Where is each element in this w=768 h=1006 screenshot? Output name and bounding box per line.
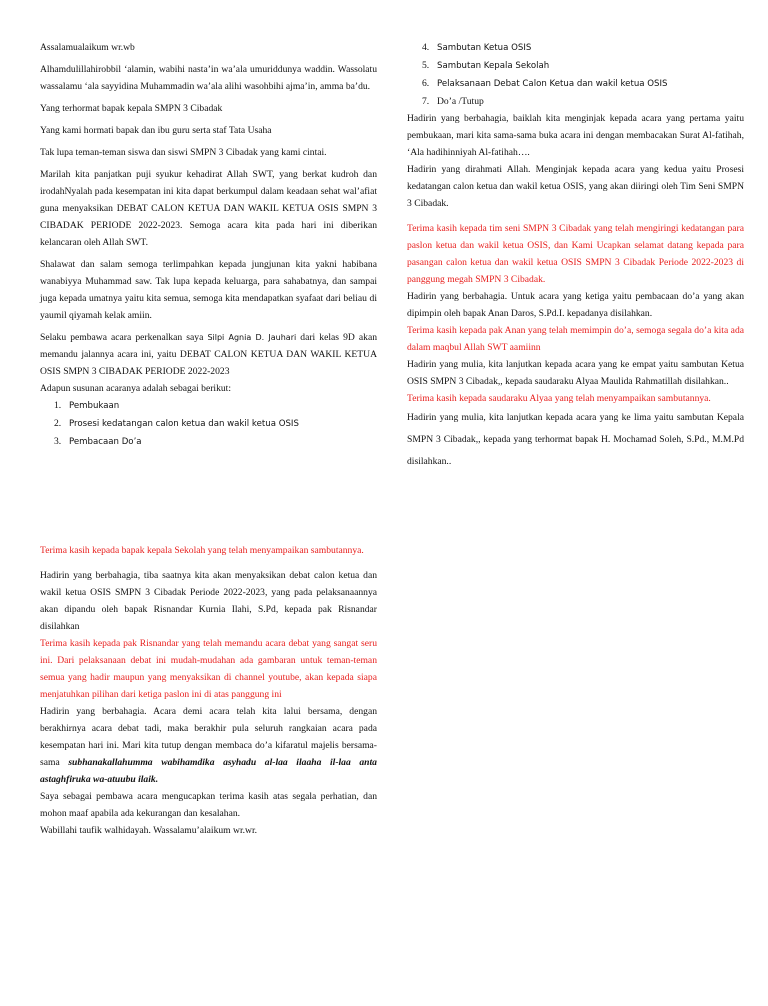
- introduction-paragraph: Selaku pembawa acara perkenalkan saya Silpi Agnia D. Jauhari dari kelas 9D akan memandu jalannya acara ini, yaitu DEBAT CALON KETUA DAN WAKIL KETUA OSIS SMPN 3 CIBADAK PERIODE 2022-2023: [40, 332, 378, 377]
- greeting: Assalamualaikum wr.wb: [40, 42, 135, 53]
- list-item: 1. Pembukaan: [54, 400, 120, 411]
- thanks-moderator: Terima kasih kepada pak Risnandar yang telah memandu acara debat yang sangat seru ini. Dari pelaksanaan debat ini mudah-mudahan ada gambaran untuk teman-teman semua yang hadir maupun yang menyaksikan di channel youtube, akan kepada siapa menjatuhkan pilihan dari ketiga paslon ini di atas panggung ini: [40, 638, 377, 700]
- prayer-paragraph: Hadirin yang berbahagia. Untuk acara yang ketiga yaitu pembacaan do’a yang akan dipimpin oleh bapak Anan Daros, S.Pd.I. kepadanya disilahkan.: [407, 291, 744, 319]
- debate-paragraph: Hadirin yang berbahagia, tiba saatnya kita akan menyaksikan debat calon ketua dan wakil ketua OSIS SMPN 3 Cibadak Periode 2022-2023, yang pada pelaksanaannya akan dipandu oleh bapak Risnandar Kurnia Ilahi, S.Pd, kepada pak Risnandar disilahkan: [40, 570, 377, 632]
- procession-paragraph: Hadirin yang dirahmati Allah. Menginjak kepada acara yang kedua yaitu Prosesi kedatangan calon ketua dan wakil ketua OSIS, yang akan diiringi oleh Tim Seni SMPN 3 Cibadak.: [407, 164, 744, 209]
- gratitude-paragraph: Marilah kita panjatkan puji syukur kehadirat Allah SWT, yang berkat kudroh dan irodahNyalah pada kesempatan ini kita dapat berkumpul dalam keadaan sehat wal’afiat guna menyaksikan DEBAT CALON KETUA DAN WAKIL KETUA OSIS SMPN 3 CIBADAK PERIODE 2022-2023. Semoga acara kita pada hari ini diberikan kelancaran oleh Allah SWT.: [40, 169, 377, 248]
- closing-prayer: subhanakallahumma wabihamdika asyhadu al-laa ilaaha il-laa anta astaghfiruka wa-atuubu ilaik.: [40, 757, 377, 785]
- left-column-top: [40, 39, 377, 451]
- list-item: 5. Sambutan Kepala Sekolah: [422, 60, 550, 71]
- apology-paragraph: Saya sebagai pembawa acara mengucapkan terima kasih atas segala perhatian, dan mohon maaf apabila ada kekurangan dan kesalahan.: [40, 791, 377, 819]
- agenda-list-part1: [40, 397, 377, 451]
- host-name: Silpi Agnia D. Jauhari: [207, 333, 297, 342]
- list-item: 7. Do’a /Tutup: [422, 96, 484, 107]
- list-item: 2. Prosesi kedatangan calon ketua dan wakil ketua OSIS: [54, 418, 299, 429]
- opening-paragraph: Alhamdulillahirobbil ‘alamin, wabihi nasta’in wa’ala umuriddunya waddin. Wassolatu wassalamu ‘ala sayyidina Muhammadin wa’ala alihi wasohbihi ajma’in, amma ba’du.: [40, 64, 377, 92]
- thanks-osis-speech: Terima kasih kepada saudaraku Alyaa yang telah menyampaikan sambutannya.: [407, 393, 711, 404]
- respect-students: Tak lupa teman-teman siswa dan siswi SMPN 3 Cibadak yang kami cintai.: [40, 147, 327, 158]
- list-item: 3. Pembacaan Do’a: [54, 436, 142, 447]
- osis-speech-paragraph: Hadirin yang mulia, kita lanjutkan kepada acara yang ke empat yaitu sambutan Ketua OSIS SMPN 3 Cibadak,, kepada saudaraku Alyaa Maulida Rahmatillah disilahkan..: [407, 359, 744, 387]
- agenda-list-part2: [407, 39, 744, 110]
- list-item: 4. Sambutan Ketua OSIS: [422, 42, 532, 53]
- left-column-bottom: [40, 542, 377, 839]
- thanks-principal: Terima kasih kepada bapak kepala Sekolah yang telah menyampaikan sambutannya.: [40, 545, 364, 556]
- respect-principal: Yang terhormat bapak kepala SMPN 3 Cibadak: [40, 103, 223, 114]
- farewell: Wabillahi taufik walhidayah. Wassalamu’alaikum wr.wr.: [40, 825, 258, 836]
- shalawat-paragraph: Shalawat dan salam semoga terlimpahkan kepada jungjunan kita yakni habibana wanabiyya Muhammad saw. Tak lupa kepada keluarga, para sahabatnya, dan sampai juga kepada umatnya yaitu kita semua, semoga kita mendapatkan syafaat dari beliau di yaumil qiyamah kelak amiin.: [40, 259, 377, 321]
- agenda-intro: Adapun susunan acaranya adalah sebagai berikut:: [40, 383, 231, 394]
- right-column-top: [407, 39, 744, 473]
- opening-agenda-paragraph: Hadirin yang berbahagia, baiklah kita menginjak kepada acara yang pertama yaitu pembukaan, mari kita sama-sama buka acara ini dengan membacakan Surat Al-fatihah, ‘Ala hadihinniyah Al-fatihah….: [407, 113, 744, 158]
- respect-teachers: Yang kami hormati bapak dan ibu guru serta staf Tata Usaha: [40, 125, 272, 136]
- closing-paragraph: Hadirin yang berbahagia. Acara demi acara telah kita lalui bersama, dengan berakhirnya acara debat tadi, maka berakhir pula seluruh rangkaian acara pada kesempatan hari ini. Mari kita tutup dengan membaca do’a kifaratul majelis bersama-sama subhanakallahumma wabihamdika asyhadu al-laa ilaaha il-laa anta astaghfiruka wa-atuubu ilaik.: [40, 706, 377, 785]
- principal-speech-paragraph: Hadirin yang mulia, kita lanjutkan kepada acara yang ke lima yaitu sambutan Kepala SMPN 3 Cibadak,, kepada yang terhormat bapak H. Mochamad Soleh, S.Pd., M.M.Pd disilahkan..: [407, 412, 744, 467]
- list-item: 6. Pelaksanaan Debat Calon Ketua dan wakil ketua OSIS: [422, 78, 668, 89]
- thanks-prayer: Terima kasih kepada pak Anan yang telah memimpin do’a, semoga segala do’a kita ada dalam maqbul Allah SWT aamiinn: [407, 325, 744, 353]
- thanks-art-team: Terima kasih kepada tim seni SMPN 3 Cibadak yang telah mengiringi kedatangan para paslon ketua dan wakil ketua OSIS, dan Kami Ucapkan selamat datang kepada para pasangan calon ketua dan wakil ketua OSIS SMPN 3 Cibadak Periode 2022-2023 di panggung megah SMPN 3 Cibadak.: [407, 223, 744, 285]
